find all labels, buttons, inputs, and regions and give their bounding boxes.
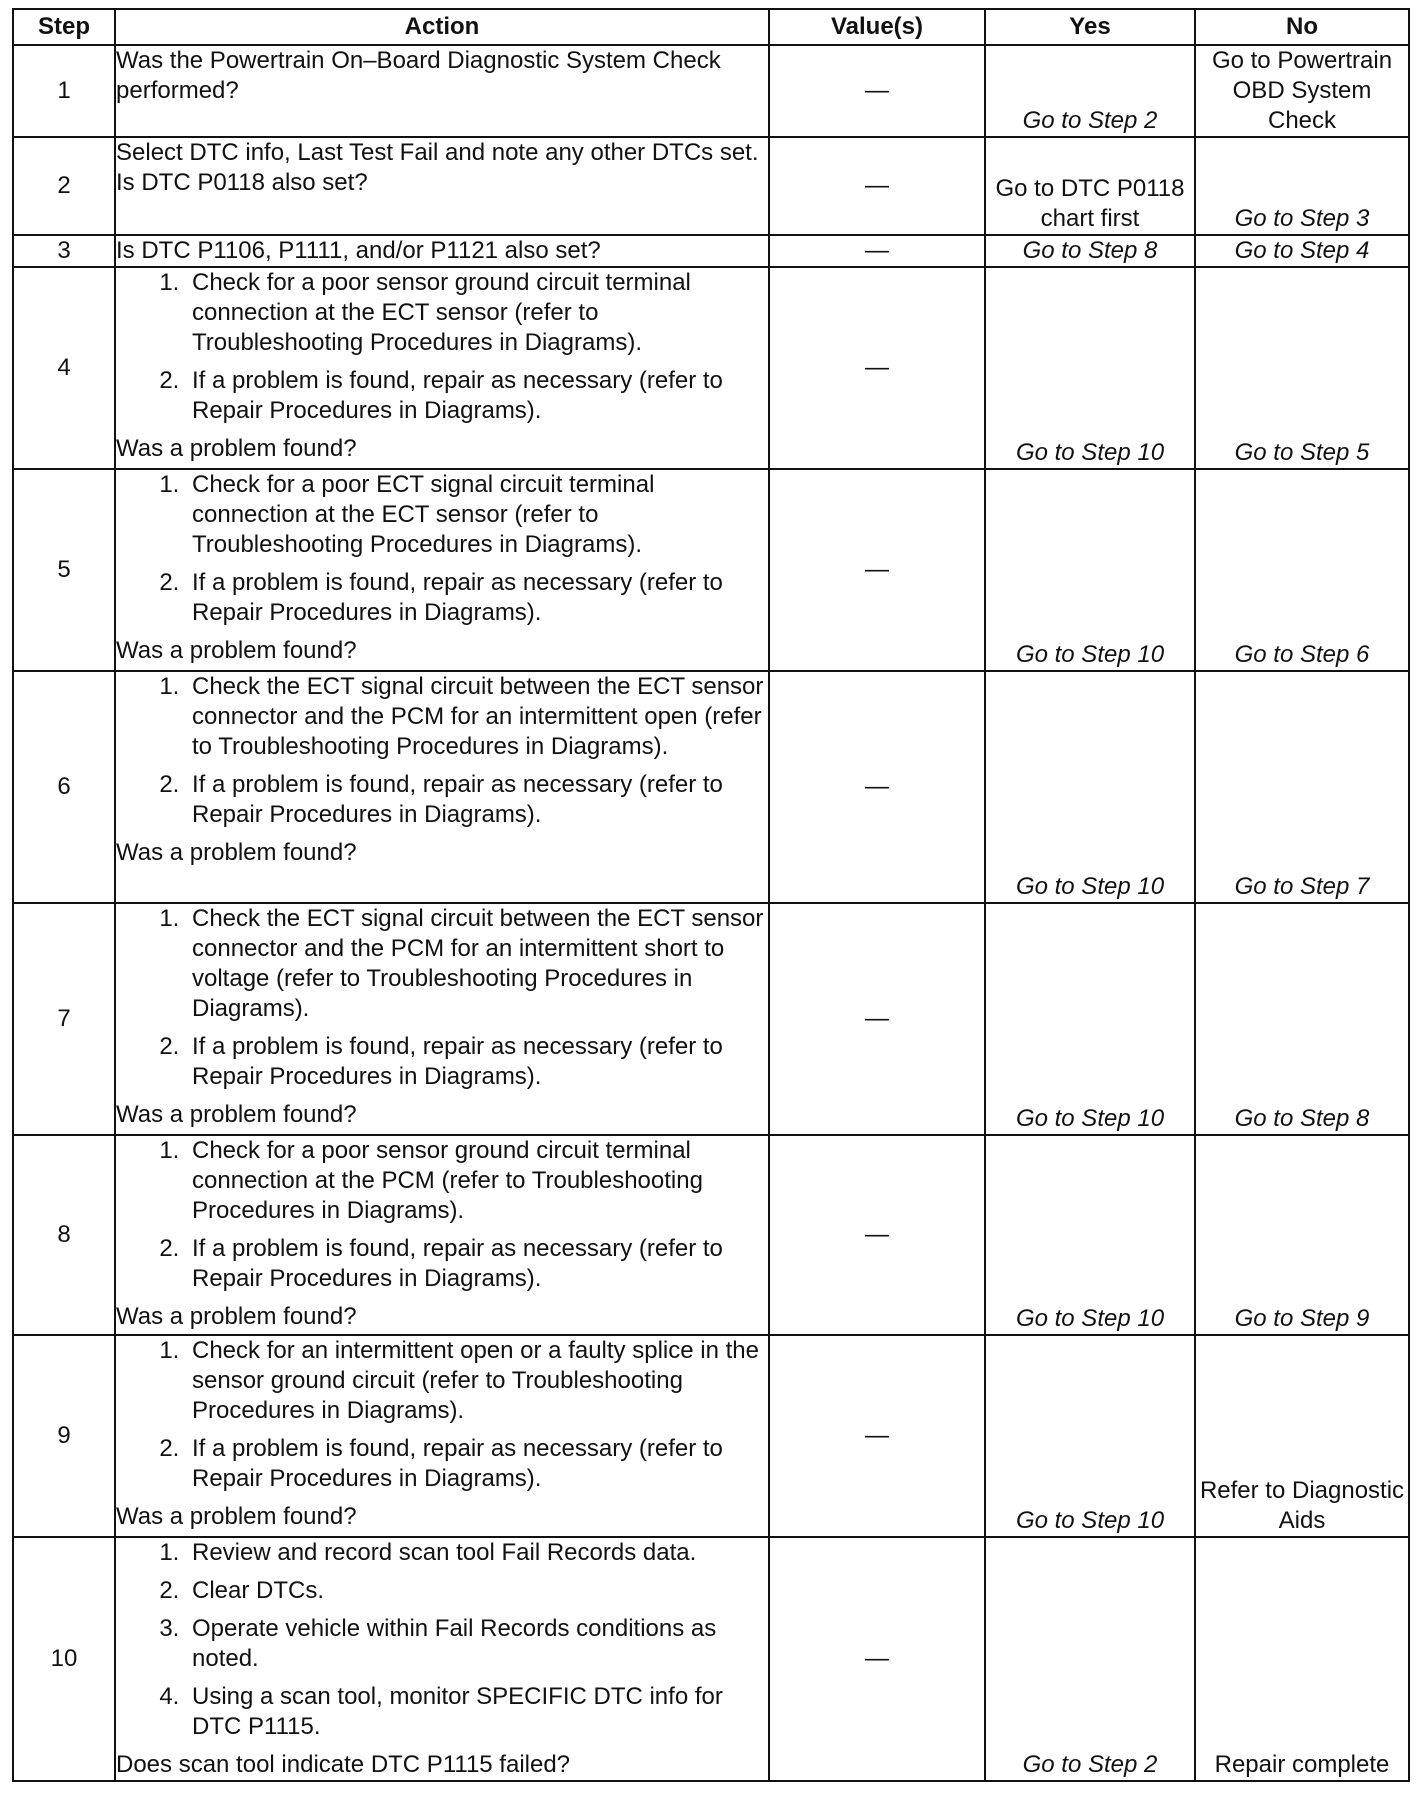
value-cell: — [769, 235, 985, 267]
action-cell [115, 267, 769, 469]
question-text: Does scan tool indicate DTC P1115 failed? [116, 1751, 571, 1778]
list-item: 1. Check for a poor sensor ground circuit terminal connection at the PCM (refer to Troubleshooting Procedures in Diagrams). [186, 1136, 768, 1226]
yes-cell: Go to Step 10 [985, 1135, 1195, 1335]
value-cell: — [769, 1537, 985, 1781]
step-number: 6 [13, 671, 115, 903]
list-item: 3. Operate vehicle within Fail Records conditions as noted. [186, 1614, 768, 1674]
list-item: 2. Clear DTCs. [186, 1576, 768, 1606]
step-number: 5 [13, 469, 115, 671]
yes-cell: Go to Step 10 [985, 671, 1195, 903]
table-row [13, 45, 1409, 137]
action-text: Was the Powertrain On–Board Diagnostic System Check performed? [116, 47, 721, 104]
action-text: Select DTC info, Last Test Fail and note any other DTCs set. [116, 139, 759, 166]
list-item: 1. Review and record scan tool Fail Records data. [186, 1538, 768, 1568]
yes-cell: Go to Step 10 [985, 903, 1195, 1135]
step-number: 2 [13, 137, 115, 235]
step-number: 9 [13, 1335, 115, 1537]
header-step: Step [13, 9, 115, 45]
action-cell [115, 45, 769, 137]
table-row [13, 235, 1409, 267]
value-cell: — [769, 1135, 985, 1335]
diagnostic-table [12, 8, 1410, 1782]
value-cell: — [769, 469, 985, 671]
procedure-list [116, 1538, 768, 1742]
table-row [13, 469, 1409, 671]
yes-cell: Go to Step 10 [985, 267, 1195, 469]
list-item: 1. Check for a poor sensor ground circuit terminal connection at the ECT sensor (refer to Troubleshooting Procedures in Diagrams). [186, 268, 768, 358]
value-cell: — [769, 1335, 985, 1537]
no-cell: Go to Step 7 [1195, 671, 1409, 903]
list-item: 2. If a problem is found, repair as necessary (refer to Repair Procedures in Diagrams). [186, 568, 768, 628]
table-row [13, 903, 1409, 1135]
list-item: 1. Check for a poor ECT signal circuit terminal connection at the ECT sensor (refer to Troubleshooting Procedures in Diagrams). [186, 470, 768, 560]
question-text: Was a problem found? [116, 637, 357, 664]
question-text: Is DTC P0118 also set? [116, 169, 368, 196]
action-cell [115, 1537, 769, 1781]
procedure-list [116, 904, 768, 1092]
value-cell: — [769, 45, 985, 137]
no-cell: Refer to Diagnostic Aids [1195, 1335, 1409, 1537]
header-row [13, 9, 1409, 45]
list-item: 2. If a problem is found, repair as necessary (refer to Repair Procedures in Diagrams). [186, 1434, 768, 1494]
procedure-list [116, 1336, 768, 1494]
step-number: 7 [13, 903, 115, 1135]
step-number: 4 [13, 267, 115, 469]
question-text: Was a problem found? [116, 1303, 357, 1330]
question-text: Was a problem found? [116, 1101, 357, 1128]
no-cell: Go to Powertrain OBD System Check [1195, 45, 1409, 137]
step-number: 10 [13, 1537, 115, 1781]
step-number: 1 [13, 45, 115, 137]
list-item: 2. If a problem is found, repair as necessary (refer to Repair Procedures in Diagrams). [186, 1234, 768, 1294]
action-cell [115, 671, 769, 903]
procedure-list [116, 672, 768, 830]
procedure-list [116, 470, 768, 628]
no-cell: Go to Step 9 [1195, 1135, 1409, 1335]
action-cell [115, 137, 769, 235]
action-cell [115, 235, 769, 267]
header-yes: Yes [985, 9, 1195, 45]
list-item: 2. If a problem is found, repair as necessary (refer to Repair Procedures in Diagrams). [186, 1032, 768, 1092]
step-number: 3 [13, 235, 115, 267]
table-row [13, 1537, 1409, 1781]
yes-cell: Go to DTC P0118 chart first [985, 137, 1195, 235]
list-item: 1. Check the ECT signal circuit between the ECT sensor connector and the PCM for an intermittent short to voltage (refer to Troubleshooting Procedures in Diagrams). [186, 904, 768, 1024]
step-number: 8 [13, 1135, 115, 1335]
list-item: 4. Using a scan tool, monitor SPECIFIC DTC info for DTC P1115. [186, 1682, 768, 1742]
diagnostic-page [12, 8, 1408, 1782]
no-cell: Go to Step 4 [1195, 235, 1409, 267]
list-item: 1. Check the ECT signal circuit between the ECT sensor connector and the PCM for an intermittent open (refer to Troubleshooting Procedures in Diagrams). [186, 672, 768, 762]
question-text: Was a problem found? [116, 1503, 357, 1530]
yes-cell: Go to Step 2 [985, 45, 1195, 137]
action-cell [115, 1135, 769, 1335]
no-cell: Go to Step 5 [1195, 267, 1409, 469]
no-cell: Go to Step 6 [1195, 469, 1409, 671]
header-no: No [1195, 9, 1409, 45]
value-cell: — [769, 267, 985, 469]
yes-cell: Go to Step 10 [985, 1335, 1195, 1537]
value-cell: — [769, 671, 985, 903]
header-values: Value(s) [769, 9, 985, 45]
action-cell [115, 469, 769, 671]
list-item: 1. Check for an intermittent open or a faulty splice in the sensor ground circuit (refer to Troubleshooting Procedures in Diagrams). [186, 1336, 768, 1426]
list-item: 2. If a problem is found, repair as necessary (refer to Repair Procedures in Diagrams). [186, 366, 768, 426]
value-cell: — [769, 903, 985, 1135]
action-text: Is DTC P1106, P1111, and/or P1121 also set? [116, 237, 601, 264]
yes-cell: Go to Step 10 [985, 469, 1195, 671]
no-cell: Repair complete [1195, 1537, 1409, 1781]
question-text: Was a problem found? [116, 435, 357, 462]
list-item: 2. If a problem is found, repair as necessary (refer to Repair Procedures in Diagrams). [186, 770, 768, 830]
value-cell: — [769, 137, 985, 235]
yes-cell: Go to Step 8 [985, 235, 1195, 267]
table-row [13, 1135, 1409, 1335]
action-cell [115, 903, 769, 1135]
table-row [13, 267, 1409, 469]
question-text: Was a problem found? [116, 839, 357, 866]
header-action: Action [115, 9, 769, 45]
yes-cell: Go to Step 2 [985, 1537, 1195, 1781]
no-cell: Go to Step 8 [1195, 903, 1409, 1135]
procedure-list [116, 268, 768, 426]
table-row [13, 1335, 1409, 1537]
procedure-list [116, 1136, 768, 1294]
table-row [13, 671, 1409, 903]
no-cell: Go to Step 3 [1195, 137, 1409, 235]
action-cell [115, 1335, 769, 1537]
table-row [13, 137, 1409, 235]
